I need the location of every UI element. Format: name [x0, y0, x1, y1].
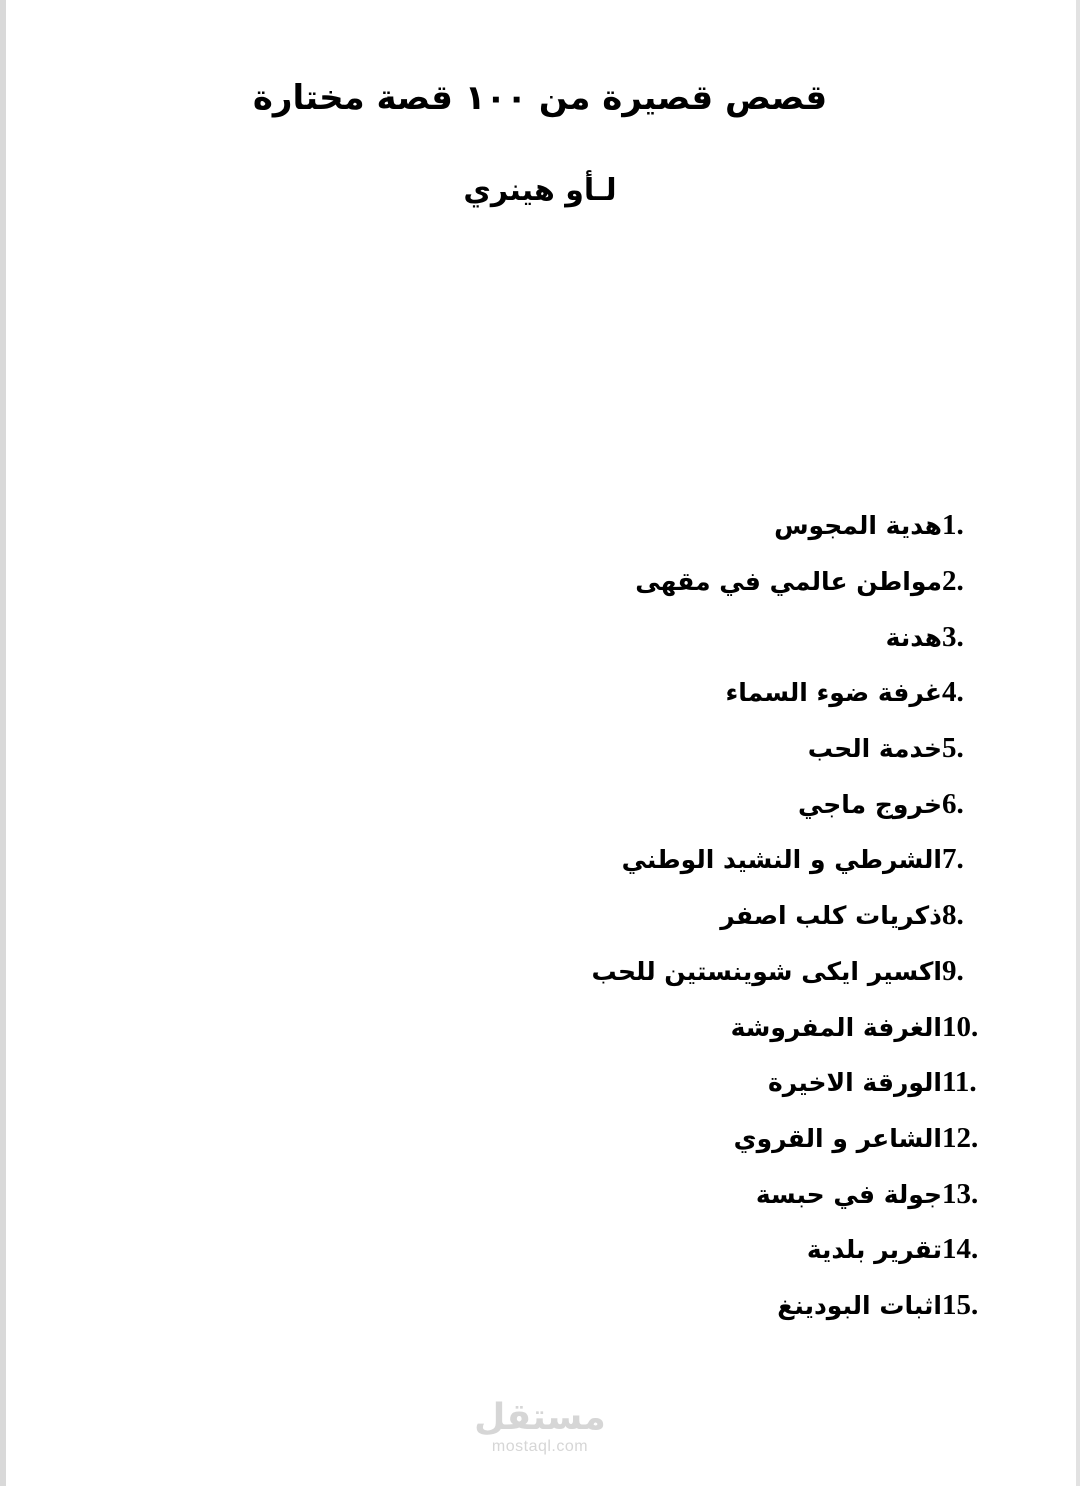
list-item — [458, 665, 1018, 721]
list-item — [458, 1055, 1018, 1111]
item-number: 6. — [942, 787, 964, 820]
list-item — [458, 609, 1018, 665]
item-number: 9. — [942, 954, 964, 987]
item-number: 13. — [942, 1177, 979, 1210]
item-title: الغرفة المفروشة — [730, 1012, 942, 1042]
list-item — [458, 832, 1018, 888]
item-title: اكسير ايكى شوينستين للحب — [591, 956, 942, 986]
list-item — [458, 721, 1018, 777]
list-item — [458, 1222, 1018, 1278]
watermark-logo: مستقل — [474, 1397, 606, 1438]
item-title: الشرطي و النشيد الوطني — [621, 845, 942, 875]
document-author: لـأو هينري — [463, 173, 617, 208]
item-title: غرفة ضوء السماء — [725, 678, 942, 708]
item-title: اثبات البودينغ — [777, 1290, 942, 1320]
item-number: 8. — [942, 899, 964, 932]
item-number: 10. — [942, 1010, 979, 1043]
item-title: جولة في حبسة — [755, 1179, 942, 1209]
list-item — [458, 554, 1018, 610]
document-title: قصص قصيرة من ١٠٠ قصة مختارة — [252, 78, 828, 118]
item-title: هدنة — [885, 622, 942, 652]
item-number: 7. — [942, 843, 964, 876]
item-title: مواطن عالمي في مقهى — [635, 567, 942, 597]
item-title: خروج ماجي — [797, 789, 942, 819]
table-of-contents — [458, 498, 1018, 1333]
page-edge-left — [0, 0, 6, 1486]
item-title: خدمة الحب — [807, 734, 942, 764]
list-item — [458, 1111, 1018, 1167]
list-item — [458, 776, 1018, 832]
item-title: الورقة الاخيرة — [768, 1068, 942, 1098]
watermark — [460, 1398, 620, 1458]
list-item — [458, 498, 1018, 554]
item-title: الشاعر و القروي — [733, 1123, 942, 1153]
item-title: هدية المجوس — [774, 511, 942, 541]
item-number: 14. — [942, 1233, 979, 1266]
list-item — [458, 1278, 1018, 1334]
item-number: 4. — [942, 676, 964, 709]
item-number: 12. — [942, 1121, 979, 1154]
item-number: 1. — [942, 509, 964, 542]
item-number: 3. — [942, 620, 964, 653]
list-item — [458, 944, 1018, 1000]
list-item — [458, 1166, 1018, 1222]
item-title: تقرير بلدية — [806, 1235, 942, 1265]
item-number: 11. — [942, 1066, 977, 1099]
item-number: 15. — [942, 1288, 979, 1321]
item-number: 2. — [942, 565, 964, 598]
page-edge-right — [1076, 0, 1080, 1486]
item-number: 5. — [942, 732, 964, 765]
list-item — [458, 999, 1018, 1055]
list-item — [458, 888, 1018, 944]
watermark-url: mostaql.com — [491, 1438, 589, 1455]
item-title: ذكريات كلب اصفر — [720, 901, 942, 931]
